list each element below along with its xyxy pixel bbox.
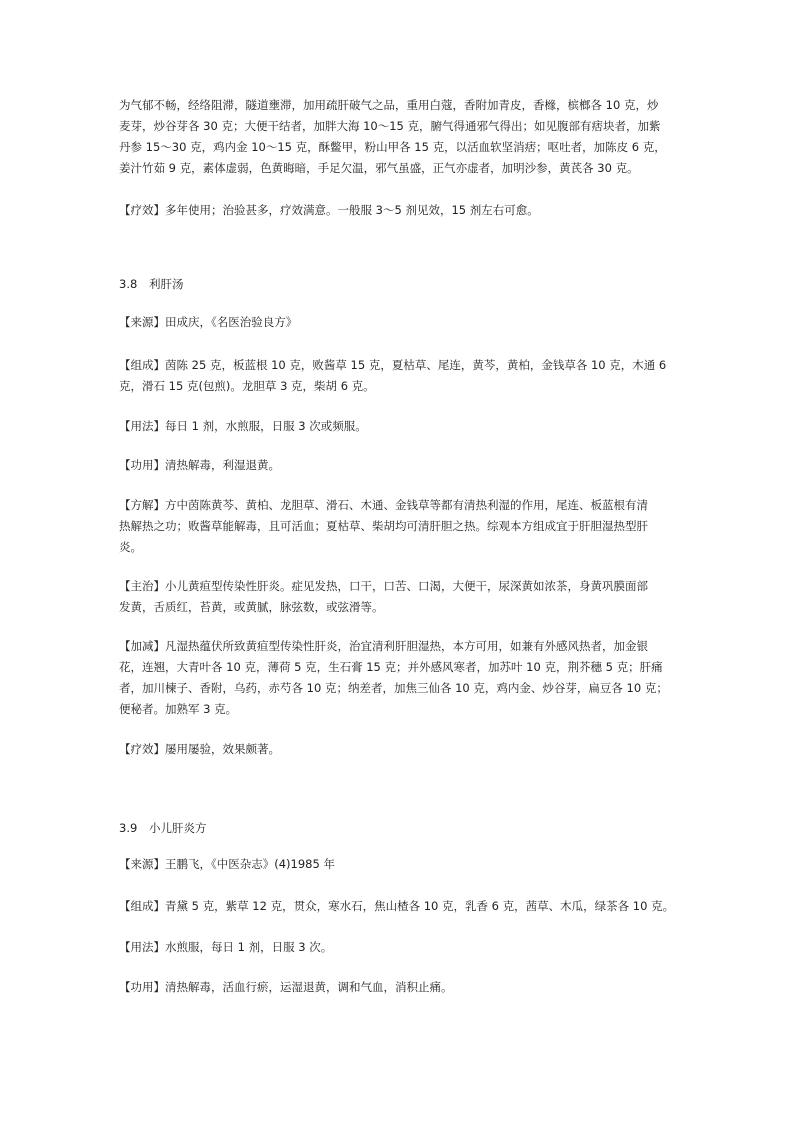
section-heading-3-9 <box>119 818 207 839</box>
paragraph-gongyong <box>119 455 689 476</box>
text-line: 【组成】青黛 5 克，紫草 12 克，贯众，寒水石，焦山楂各 10 克，乳香 6 克，茜草、木瓜，绿茶各 10 克。 <box>119 899 675 913</box>
text-line: 炎。 <box>119 540 142 554</box>
paragraph-liaoxiao <box>119 200 689 221</box>
section-heading-3-8 <box>119 274 184 295</box>
paragraph-zhuzhi <box>119 576 689 618</box>
text-line: 麦芽，炒谷芽各 30 克；大便干结者，加胖大海 10～15 克，腑气得通邪气得出；如见腹部有痞块者，加紫 <box>119 119 661 133</box>
text-line: 【疗效】多年使用；治验甚多，疗效满意。一般服 3～5 剂见效，15 剂左右可愈。 <box>119 203 539 217</box>
text-line: 便秘者。加熟军 3 克。 <box>119 702 238 716</box>
paragraph-gongyong <box>119 977 689 998</box>
text-line: 【来源】王鹏飞，《中医杂志》(4)1985 年 <box>119 857 335 871</box>
section-number: 3.8 <box>119 277 138 291</box>
text-line: 【用法】每日 1 剂，水煎服，日服 3 次或频服。 <box>119 419 367 433</box>
paragraph-yongfa <box>119 937 689 958</box>
paragraph-jiajian <box>119 636 689 720</box>
text-line: 【功用】清热解毒，利湿退黄。 <box>119 458 280 472</box>
text-line: 【组成】茵陈 25 克，板蓝根 10 克，败酱草 15 克，夏枯草、尾连，黄芩，黄柏，金钱草各 10 克，木通 6 <box>119 358 667 372</box>
text-line: 花，连翘，大青叶各 10 克，薄荷 5 克，生石膏 15 克；并外感风寒者，加苏叶 10 克，荆芥穗 5 克；肝痛 <box>119 660 663 674</box>
paragraph-jiajian-continued <box>119 95 689 179</box>
text-line: 【功用】清热解毒，活血行瘀，运湿退黄，调和气血，消积止痛。 <box>119 980 453 994</box>
text-line: 【加减】凡湿热蕴伏所致黄疸型传染性肝炎，治宜清利肝胆湿热，本方可用，如兼有外感风热者，加金银 <box>119 639 648 653</box>
text-line: 克，滑石 15 克(包煎)。龙胆草 3 克，柴胡 6 克。 <box>119 379 375 393</box>
paragraph-fangjie <box>119 495 689 558</box>
text-line: 【主治】小儿黄疸型传染性肝炎。症见发热，口干，口苦、口渴，大便干，尿深黄如浓茶，身黄巩膜面部 <box>119 579 648 593</box>
text-line: 【方解】方中茵陈黄芩、黄柏、龙胆草、滑石、木通、金钱草等都有清热利湿的作用，尾连、板蓝根有清 <box>119 498 648 512</box>
paragraph-zucheng <box>119 896 689 917</box>
text-line: 【来源】田成庆，《名医治验良方》 <box>119 315 298 329</box>
text-line: 为气郁不畅，经络阻滞，隧道壅滞，加用疏肝破气之品，重用白蔻，香附加青皮，香橼，槟榔各 10 克，炒 <box>119 98 659 112</box>
section-title: 小儿肝炎方 <box>149 821 207 835</box>
text-line: 丹参 15～30 克，鸡内金 10～15 克，酥鳖甲，粉山甲各 15 克，以活血软坚消痞；呕吐者，加陈皮 6 克， <box>119 140 666 154</box>
text-line: 者，加川楝子、香附，乌药，赤芍各 10 克；纳差者，加焦三仙各 10 克，鸡内金、炒谷芽，扁豆各 10 克； <box>119 681 668 695</box>
text-line: 发黄，舌质红，苔黄，或黄腻，脉弦数，或弦滑等。 <box>119 600 384 614</box>
text-line: 【用法】水煎服，每日 1 剂，日服 3 次。 <box>119 940 333 954</box>
section-title: 利肝汤 <box>149 277 184 291</box>
paragraph-yongfa <box>119 416 689 437</box>
text-line: 姜汁竹茹 9 克，素体虚弱，色黄晦暗，手足欠温，邪气虽盛，正气亦虚者，加明沙参，黄芪各 30 克。 <box>119 161 639 175</box>
text-line: 热解热之功；败酱草能解毒，且可活血；夏枯草、柴胡均可清肝胆之热。综观本方组成宜于肝胆湿热型肝 <box>119 519 648 533</box>
paragraph-laiyuan <box>119 312 689 333</box>
paragraph-liaoxiao <box>119 739 689 760</box>
paragraph-zucheng <box>119 355 689 397</box>
section-number: 3.9 <box>119 821 138 835</box>
text-line: 【疗效】屡用屡验，效果颇著。 <box>119 742 280 756</box>
paragraph-laiyuan <box>119 854 689 875</box>
